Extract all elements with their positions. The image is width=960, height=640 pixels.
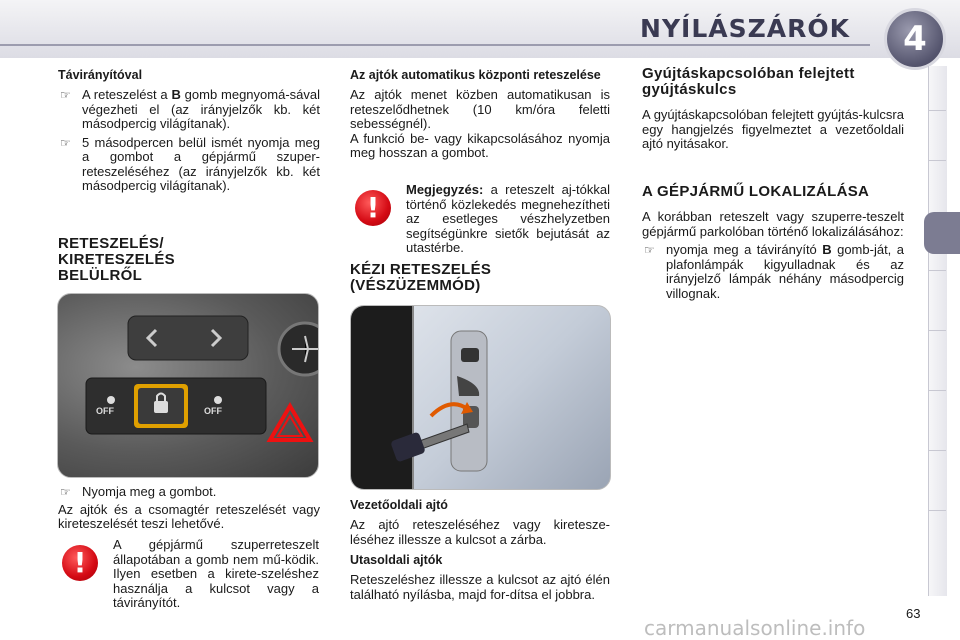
chapter-tab[interactable] <box>928 270 946 271</box>
warning-icon: ! <box>355 190 391 226</box>
ignition-heading: Gyújtáskapcsolóban felejtett gyújtáskulcs <box>642 65 855 98</box>
inside-heading-block <box>58 236 258 284</box>
passenger-door-heading: Utasoldali ajtók <box>350 553 443 567</box>
bullet-text: A reteszelést a <box>82 87 172 102</box>
auto-lock-text: A funkció be- vagy kikapcsolásához nyomja meg hosszan a gombot. <box>350 130 610 160</box>
bullet-text: Nyomja meg a gombot. <box>82 484 217 499</box>
column-right <box>642 66 904 152</box>
locate-text: A korábban reteszelt vagy szuperre-teszelt gépjármű parkolóban történő lokalizálásához: <box>642 209 904 239</box>
press-note: Az ajtók és a csomagtér reteszelését vagy kireteszelését teszi lehetővé. <box>58 501 320 531</box>
chapter-tab[interactable] <box>928 330 946 331</box>
driver-door-text: Az ajtó reteszeléséhez vagy kiretesze-léséhez illessze a kulcsot a zárba. <box>350 517 610 547</box>
header-rule <box>0 44 870 46</box>
note-block <box>406 183 610 256</box>
locate-block <box>642 184 904 301</box>
bullet-text: gomb megnyomá-sával végezheti el (az irányjelzők kb. két másodpercig világítanak). <box>82 87 320 131</box>
note-text <box>406 183 610 256</box>
hand-pointer-icon: ☞ <box>60 135 71 150</box>
latch-slot <box>461 348 479 362</box>
warning-block <box>113 538 319 611</box>
list-item <box>58 485 320 500</box>
ignition-text: A gyújtáskapcsolóban felejtett gyújtás-kulcsra egy hangjelzés figyelmeztet a vezetőoldali ajtó nyitásakor. <box>642 107 904 151</box>
inside-lock-heading: RETESZELÉS/ KIRETESZELÉS BELÜLRŐL <box>58 235 175 284</box>
door-lock-photo <box>350 305 611 490</box>
driver-door-heading: Vezetőoldali ajtó <box>350 498 448 512</box>
page-number: 63 <box>906 606 921 621</box>
column-left <box>58 68 320 194</box>
manual-text-block <box>350 498 610 602</box>
door-lock-illustration <box>351 306 610 489</box>
section-title: NYÍLÁSZÁRÓK <box>640 14 850 43</box>
chapter-tab[interactable] <box>928 450 946 451</box>
hand-pointer-icon: ☞ <box>60 485 71 499</box>
warning-icon: ! <box>62 545 98 581</box>
auto-lock-heading: Az ajtók automatikus központi reteszelése <box>350 68 601 82</box>
list-item <box>58 136 320 194</box>
dashboard-illustration <box>58 294 318 477</box>
chapter-tab[interactable] <box>928 510 946 511</box>
warning-text: A gépjármű szuperreteszelt állapotában a gomb nem mű-ködik. Ilyen esetben a kirete-szeléshez használja a kulcsot vagy a távirányítót. <box>113 537 319 610</box>
padlock-icon <box>154 401 168 413</box>
chapter-tab[interactable] <box>928 110 946 111</box>
chapter-tab[interactable] <box>928 160 946 161</box>
door-gap <box>351 306 413 489</box>
column-middle <box>350 68 610 161</box>
key-b-label: B <box>822 242 832 257</box>
press-block <box>58 485 320 532</box>
manual-heading-block <box>350 262 610 294</box>
note-label: Megjegyzés: <box>406 182 484 197</box>
parking-sensor-icon <box>107 396 115 404</box>
passenger-door-text: Reteszeléshez illessze a kulcsot az ajtó élén található nyílásba, majd for-dítsa el jobbra. <box>350 572 610 602</box>
auto-lock-text: Az ajtók menet közben automatikusan is reteszelődhetnek (10 km/óra feletti sebességnél). <box>350 87 610 131</box>
watermark: carmanualsonline.info <box>644 616 866 640</box>
key-b-label: B <box>171 87 181 102</box>
chapter-tab[interactable] <box>928 390 946 391</box>
parking-off-label: OFF <box>96 406 114 416</box>
bullet-text: 5 másodpercen belül ismét nyomja meg a gombot a gépjármű szuper-reteszeléséhez (az irányjelzők kb. két másodpercig világítanak). <box>82 134 320 193</box>
alarm-off-label: OFF <box>204 406 222 416</box>
remote-heading: Távirányítóval <box>58 68 143 82</box>
chapter-badge <box>884 8 946 70</box>
dashboard-photo <box>57 293 319 478</box>
locate-heading: A GÉPJÁRMŰ LOKALIZÁLÁSA <box>642 183 870 200</box>
hazard-triangle-icon <box>270 406 310 440</box>
hand-pointer-icon: ☞ <box>60 88 71 102</box>
chapter-tab-strip <box>928 66 947 596</box>
chapter-number: 4 <box>903 19 927 59</box>
alarm-sensor-icon <box>214 396 222 404</box>
hand-pointer-icon: ☞ <box>644 243 655 257</box>
manual-lock-heading: KÉZI RETESZELÉS (VÉSZÜZEMMÓD) <box>350 261 492 294</box>
bullet-text: gomb-ját, a plafonlámpák kigyulladnak és az irányjelző lámpák néhány másodpercig villognak. <box>666 242 904 301</box>
list-item <box>58 88 320 132</box>
note-body: a reteszelt aj-tókkal történő közlekedés megnehezítheti az esetleges vészhelyzetben segítségünkre sietők bejutását az utastérbe. <box>406 182 610 255</box>
list-item <box>642 243 904 301</box>
chapter-tab-active[interactable] <box>924 212 960 254</box>
bullet-text: nyomja meg a távirányító <box>666 242 823 257</box>
